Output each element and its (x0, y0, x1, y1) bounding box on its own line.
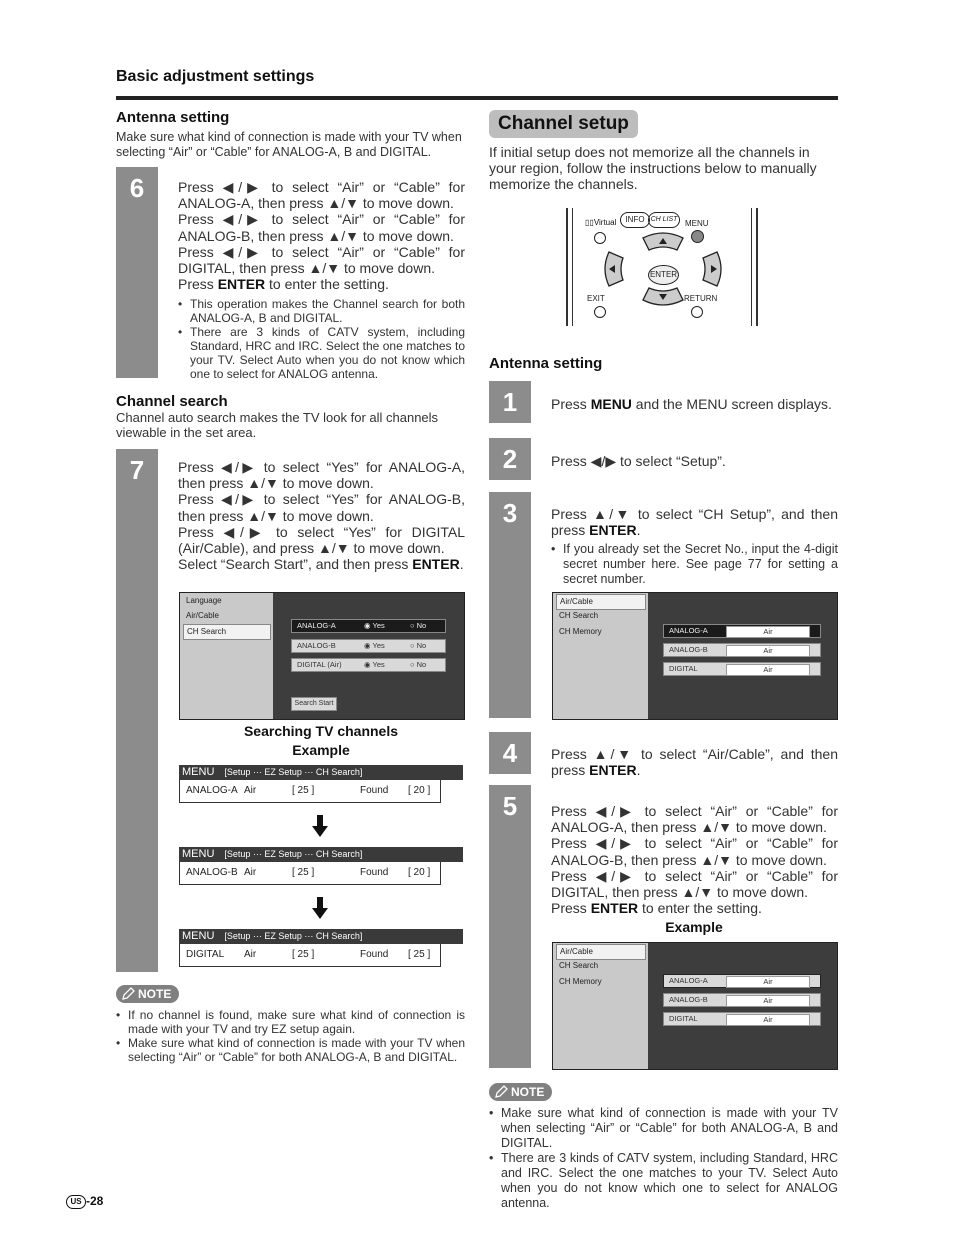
step-7-bar (116, 449, 158, 972)
step-5-line-3: Press ◀/▶ to select “Air” or “Cable” for DIGITAL, then press ▲/▼ to move down. (551, 867, 838, 901)
note-badge: NOTE (116, 985, 179, 1003)
osd-row-analog-a: ANALOG-A Air (663, 624, 821, 638)
note-item: • If no channel is found, make sure what kind of connection is made with your TV and try EZ setup again. (116, 1008, 465, 1036)
step-5-number: 5 (502, 791, 518, 821)
step-5-line-2: Press ◀/▶ to select “Air” or “Cable” for ANALOG-B, then press ▲/▼ to move down. (551, 835, 838, 868)
return-label: RETURN (684, 294, 718, 303)
radio-no: ○ No (410, 641, 427, 650)
step-5-content (551, 803, 838, 916)
osd-row-analog-b: ANALOG-B Air (663, 643, 821, 657)
step-5-line-1: Press ◀/▶ to select “Air” or “Cable” for ANALOG-A, then press ▲/▼ to move down. (551, 803, 838, 836)
note-badge: NOTE (489, 1083, 552, 1101)
step-6-bar (116, 167, 158, 378)
air-cable-osd (552, 592, 838, 720)
osd-row-digital: DIGITAL Air (663, 1012, 821, 1026)
step-6-line-1: Press ◀/▶ to select “Air” or “Cable” for ANALOG-A, then press ▲/▼ to move down. (178, 179, 465, 212)
section-header: Basic adjustment settings (116, 68, 315, 85)
down-arrow-icon (312, 897, 328, 919)
remote-illustration (566, 208, 758, 326)
step-5-example: Example (665, 919, 723, 935)
step-4-text: Press ▲/▼ to select “Air/Cable”, and then press ENTER. (551, 746, 838, 779)
exit-label: EXIT (587, 294, 605, 303)
step-2-number: 2 (502, 444, 518, 474)
note-item: • Make sure what kind of connection is made with your TV when selecting “Air” or “Cable” for both ANALOG-A, B and DIGITAL. (116, 1036, 465, 1064)
right-antenna-title: Antenna setting (489, 355, 603, 372)
radio-no: ○ No (410, 660, 427, 669)
step-3-bar (489, 492, 531, 718)
radio-yes: ◉ Yes (364, 621, 385, 630)
radio-yes: ◉ Yes (364, 641, 385, 650)
osd-menu-item: CH Search (559, 611, 599, 620)
step-3-bullets (551, 542, 838, 587)
region-badge: US (66, 1195, 86, 1209)
channel-search-title: Channel search (116, 393, 228, 410)
step-7-last-line: Select “Search Start”, and then press ENTER. (178, 556, 464, 573)
osd-row-analog-a: ANALOG-A Air (663, 974, 821, 988)
searching-example: Example (292, 742, 350, 758)
step-7-line-1: Press ◀/▶ to select “Yes” for ANALOG-A, then press ▲/▼ to move down. (178, 459, 465, 492)
radio-yes: ◉ Yes (364, 660, 385, 669)
ch-search-osd (179, 592, 465, 720)
down-arrow-icon (312, 815, 328, 837)
osd-row-analog-a: ANALOG-A ◉ Yes ○ No (291, 619, 446, 633)
air-cable-example-osd (552, 942, 838, 1070)
search-box-header: MENU [Setup ··· EZ Setup ··· CH Search] (179, 847, 463, 862)
search-box-header: MENU [Setup ··· EZ Setup ··· CH Search] (179, 929, 463, 944)
osd-menu-item: Language (186, 596, 222, 605)
step-7-line-2: Press ◀/▶ to select “Yes” for ANALOG-B, then press ▲/▼ to move down. (178, 491, 465, 524)
osd-menu-item: CH Memory (559, 977, 602, 986)
ch-list-button: CH LIST (648, 212, 680, 228)
search-box-header: MENU [Setup ··· EZ Setup ··· CH Search] (179, 765, 463, 780)
search-box-analog-a (179, 765, 463, 803)
exit-button (594, 306, 606, 318)
osd-menu-item: CH Search (559, 961, 599, 970)
step-4-number: 4 (502, 738, 518, 768)
step-7-line-3: Press ◀/▶ to select “Yes” for DIGITAL (Air/Cable), and press ▲/▼ to move down. (178, 523, 465, 557)
step-7-content (178, 459, 465, 572)
enter-button: ENTER (648, 265, 679, 285)
remote-edge-right (751, 208, 758, 326)
osd-row-analog-b: ANALOG-B Air (663, 993, 821, 1007)
virtual-label: ▯▯Virtual (585, 218, 617, 227)
note-item: • There are 3 kinds of CATV system, including Standard, HRC and IRC. Select the one matches to your TV. Select Auto when you do not know which one to select for ANALOG antenna. (489, 1151, 838, 1211)
step-1-text: Press MENU and the MENU screen displays. (551, 396, 832, 412)
step-3-content (551, 506, 838, 587)
step-7-number: 7 (129, 455, 145, 485)
search-box-analog-b (179, 847, 463, 885)
step-6-content (178, 179, 465, 381)
step-6-line-3: Press ◀/▶ to select “Air” or “Cable” for DIGITAL, then press ▲/▼ to move down. (178, 243, 465, 277)
step-2-text: Press ◀/▶ to select “Setup”. (551, 453, 726, 469)
osd-menu-item: CH Memory (559, 627, 602, 636)
step-6-enter-line: Press ENTER to enter the setting. (178, 276, 389, 293)
step-5-enter-line: Press ENTER to enter the setting. (551, 900, 762, 917)
note-item: • Make sure what kind of connection is made with your TV when selecting “Air” or “Cable” for both ANALOG-A, B and DIGITAL. (489, 1106, 838, 1151)
page-number: US -28 (66, 1194, 103, 1209)
antenna-setting-desc: Make sure what kind of connection is made with your TV when selecting “Air” or “Cable” for ANALOG-A, B and DIGITAL. (116, 130, 462, 159)
osd-menu-panel (553, 943, 648, 1069)
pencil-icon (494, 1085, 508, 1099)
osd-row-digital: DIGITAL (Air) ◉ Yes ○ No (291, 658, 446, 672)
step-6-bullets (178, 297, 465, 381)
step-1-bar (489, 381, 531, 423)
channel-setup-title: Channel setup (489, 110, 638, 138)
search-box-digital (179, 929, 463, 967)
step-3-text: Press ▲/▼ to select “CH Setup”, and then press ENTER. (551, 506, 838, 539)
step-4-bar (489, 732, 531, 774)
step-6-number: 6 (129, 173, 145, 203)
channel-setup-intro: If initial setup does not memorize all the channels in your region, follow the instructions below to manually memorize the channels. (489, 144, 817, 192)
antenna-setting-title: Antenna setting (116, 109, 230, 126)
search-box-row: ANALOG-B Air [ 25 ] Found [ 20 ] (179, 862, 441, 885)
search-start-button: Search Start (291, 697, 337, 711)
info-button: INFO (620, 212, 650, 228)
radio-no: ○ No (410, 621, 427, 630)
search-box-row: ANALOG-A Air [ 25 ] Found [ 20 ] (179, 780, 441, 803)
step-6-bullet-1: • This operation makes the Channel search for both ANALOG-A, B and DIGITAL. (178, 297, 465, 325)
osd-menu-panel (180, 593, 273, 719)
step-6-line-2: Press ◀/▶ to select “Air” or “Cable” for ANALOG-B, then press ▲/▼ to move down. (178, 211, 465, 244)
step-3-number: 3 (502, 498, 518, 528)
osd-menu-panel (553, 593, 648, 719)
pencil-icon (121, 987, 135, 1001)
osd-menu-item-selected: Air/Cable (556, 944, 646, 960)
header-rule (116, 96, 838, 100)
left-note-list (116, 1008, 465, 1064)
step-1-number: 1 (502, 387, 518, 417)
right-note-list (489, 1106, 838, 1211)
step-2-bar (489, 438, 531, 480)
channel-search-desc: Channel auto search makes the TV look for all channels viewable in the set area. (116, 410, 439, 440)
search-box-row: DIGITAL Air [ 25 ] Found [ 25 ] (179, 944, 441, 967)
osd-menu-item-selected: CH Search (183, 624, 271, 640)
osd-row-analog-b: ANALOG-B ◉ Yes ○ No (291, 639, 446, 653)
return-button (691, 306, 703, 318)
remote-edge-left (566, 208, 573, 326)
osd-menu-item: Air/Cable (186, 611, 219, 620)
step-3-bullet: • If you already set the Secret No., input the 4-digit secret number here. See page 77 for setting a secret number. (551, 542, 838, 587)
menu-label: MENU (685, 219, 709, 228)
osd-menu-item-selected: Air/Cable (556, 594, 646, 610)
step-6-bullet-2: • There are 3 kinds of CATV system, including Standard, HRC and IRC. Select the one matches to your TV. Select Auto when you do not know which one to select for ANALOG antenna. (178, 325, 465, 381)
osd-row-digital: DIGITAL Air (663, 662, 821, 676)
step-5-bar (489, 785, 531, 1068)
searching-title: Searching TV channels (243, 723, 399, 739)
